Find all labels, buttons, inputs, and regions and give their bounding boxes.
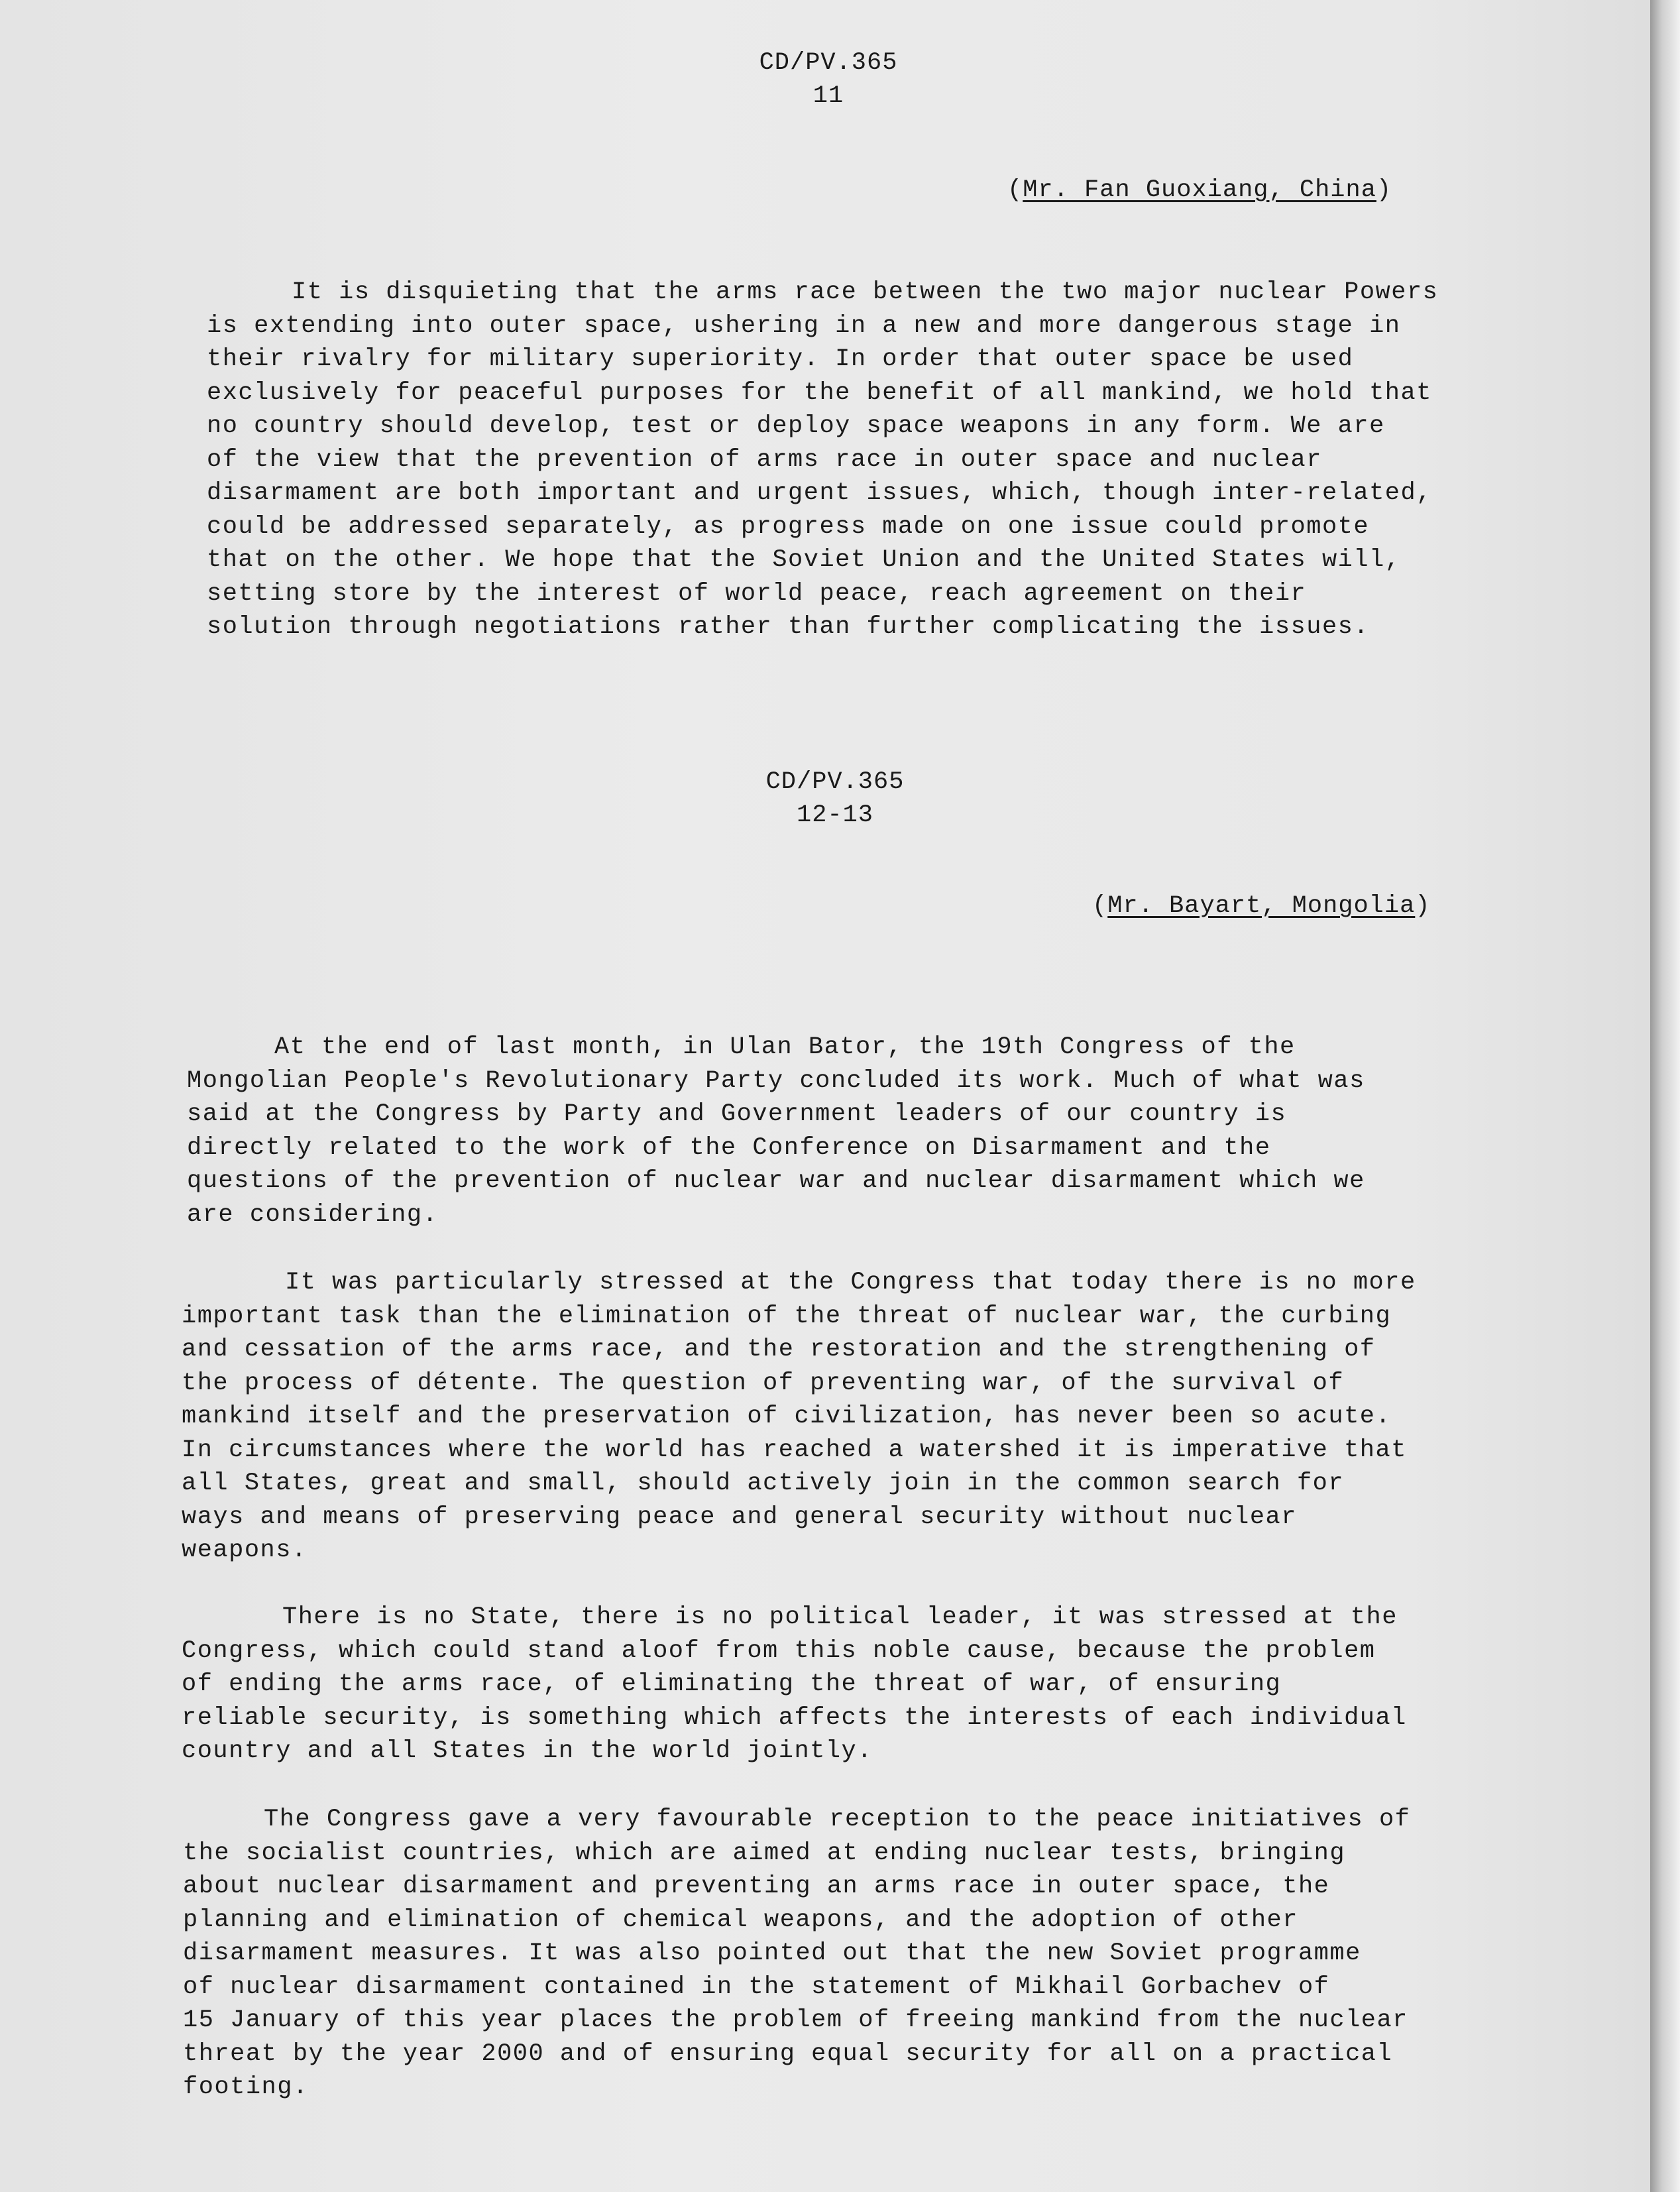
- paragraph-line: their rivalry for military superiority. In order that outer space be used: [207, 345, 1354, 373]
- paragraph-line: are considering.: [187, 1200, 439, 1229]
- speaker-heading: (Mr. Bayart, Mongolia): [1092, 892, 1431, 920]
- paragraph-line: disarmament are both important and urgent issues, which, though inter-related,: [207, 479, 1432, 507]
- paragraph-line: setting store by the interest of world peace, reach agreement on their: [207, 579, 1307, 608]
- paragraph-line: the socialist countries, which are aimed at ending nuclear tests, bringing: [183, 1839, 1346, 1867]
- paragraph-line: It was particularly stressed at the Congress that today there is no more: [285, 1269, 1416, 1297]
- paragraph-line: about nuclear disarmament and preventing an arms race in outer space, the: [183, 1873, 1330, 1900]
- paragraph-line: There is no State, there is no political leader, it was stressed at the: [282, 1603, 1398, 1631]
- speaker-name: Mr. Fan Guoxiang, China: [1023, 176, 1376, 204]
- paragraph-line: At the end of last month, in Ulan Bator, the 19th Congress of the: [274, 1033, 1296, 1061]
- document-symbol: CD/PV.365: [759, 49, 898, 77]
- paragraph: [182, 1601, 1407, 1768]
- paragraph-line: solution through negotiations rather than further complicating the issues.: [207, 613, 1370, 641]
- page-edge: [1650, 0, 1680, 2192]
- paragraph-line: important task than the elimination of the threat of nuclear war, the curbing: [182, 1302, 1392, 1330]
- document-symbol: CD/PV.365: [765, 768, 905, 796]
- paragraph-line: 15 January of this year places the problem of freeing mankind from the nuclear: [183, 2006, 1408, 2034]
- paragraph: [187, 1031, 1365, 1232]
- paragraph-line: said at the Congress by Party and Government leaders of our country is: [187, 1100, 1287, 1128]
- paragraph-line: threat by the year 2000 and of ensuring equal security for all on a practical: [183, 2040, 1393, 2068]
- paragraph-line: Mongolian People's Revolutionary Party concluded its work. Much of what was: [187, 1067, 1365, 1095]
- paragraph: [183, 1803, 1410, 2105]
- document-reference: [736, 766, 934, 832]
- paragraph-line: all States, great and small, should actively join in the common search for: [182, 1470, 1345, 1497]
- paragraph-line: and cessation of the arms race, and the restoration and the strengthening of: [182, 1336, 1376, 1363]
- paragraph-line: is extending into outer space, ushering in a new and more dangerous stage in: [207, 312, 1401, 340]
- paragraph-line: could be addressed separately, as progress made on one issue could promote: [207, 512, 1370, 541]
- page-number: 12-13: [796, 801, 874, 829]
- paragraph-line: directly related to the work of the Conference on Disarmament and the: [187, 1133, 1271, 1162]
- paragraph-line: planning and elimination of chemical weapons, and the adoption of other: [183, 1906, 1298, 1934]
- paragraph-line: ways and means of preserving peace and general security without nuclear: [182, 1503, 1297, 1531]
- paragraph-line: It is disquieting that the arms race between the two major nuclear Powers: [292, 278, 1439, 306]
- paragraph-line: country and all States in the world jointly.: [182, 1737, 873, 1765]
- paragraph: [182, 1266, 1416, 1568]
- paragraph-line: of nuclear disarmament contained in the statement of Mikhail Gorbachev of: [183, 1973, 1330, 2001]
- paragraph-line: footing.: [183, 2073, 309, 2101]
- paragraph-line: The Congress gave a very favourable reception to the peace initiatives of: [264, 1806, 1411, 1833]
- paragraph-line: of the view that the prevention of arms race in outer space and nuclear: [207, 445, 1322, 474]
- page-number: 11: [812, 82, 844, 110]
- paragraph-line: exclusively for peaceful purposes for the benefit of all mankind, we hold that: [207, 378, 1432, 407]
- paragraph-line: In circumstances where the world has reached a watershed it is imperative that: [182, 1436, 1407, 1464]
- speaker-name: Mr. Bayart, Mongolia: [1107, 892, 1416, 920]
- paragraph-line: that on the other. We hope that the Soviet Union and the United States will,: [207, 546, 1401, 574]
- paragraph-line: Congress, which could stand aloof from this noble cause, because the problem: [182, 1637, 1376, 1665]
- document-reference: [729, 46, 928, 113]
- paragraph-line: no country should develop, test or deploy space weapons in any form. We are: [207, 412, 1385, 440]
- paragraph-line: the process of détente. The question of preventing war, of the survival of: [182, 1369, 1345, 1397]
- paragraph-line: of ending the arms race, of eliminating the threat of war, of ensuring: [182, 1670, 1282, 1698]
- paragraph-line: mankind itself and the preservation of civilization, has never been so acute.: [182, 1403, 1392, 1430]
- paragraph-line: weapons.: [182, 1536, 308, 1564]
- paragraph: [207, 276, 1438, 644]
- speaker-heading: (Mr. Fan Guoxiang, China): [1007, 176, 1392, 204]
- paragraph-line: disarmament measures. It was also pointed out that the new Soviet programme: [183, 1939, 1361, 1967]
- paragraph-line: reliable security, is something which affects the interests of each individual: [182, 1703, 1407, 1732]
- paragraph-line: questions of the prevention of nuclear war and nuclear disarmament which we: [187, 1167, 1365, 1195]
